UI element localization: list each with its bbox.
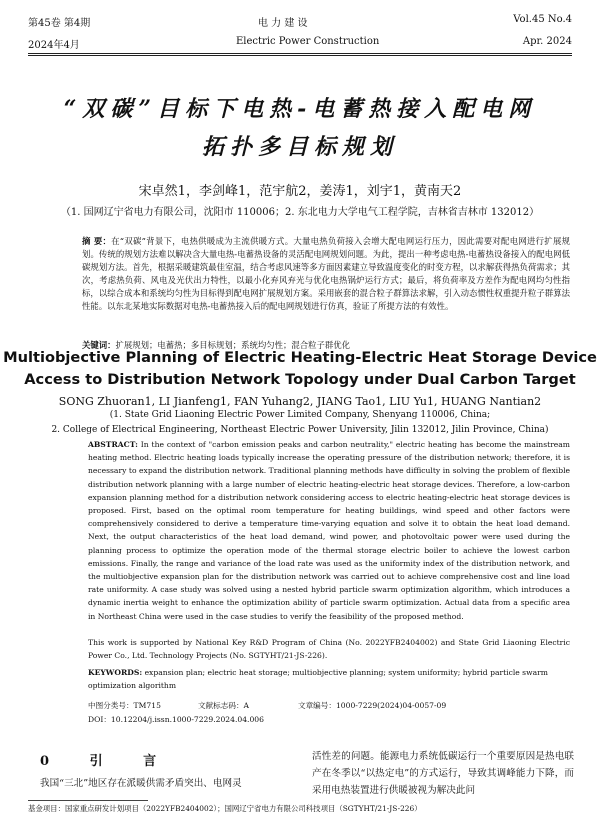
body-text-right: 活性差的问题。能源电力系统低碳运行一个重要原因是热电联产在冬季以“以热定电”的方式运行，导致其调峰能力下降，而采用电热装置进行供暖被视为解决此问: [312, 751, 574, 796]
abstract-zh-label: 摘 要：: [82, 236, 112, 246]
title-en-line1: Multiobjective Planning of Electric Heating-Electric Heat Storage Device: [3, 349, 597, 366]
title-zh-line2: 拓扑多目标规划: [201, 134, 398, 160]
body-text-left: 我国“三北”地区存在派暖供需矛盾突出、电网灵: [40, 778, 242, 789]
keywords-zh-label: 关键词：: [82, 340, 116, 350]
section-heading-intro: 0 引 言: [40, 754, 175, 769]
abstract-zh: [82, 235, 570, 312]
abstract-zh-text: 在“双碳”背景下，电热供暖成为主流供暖方式。大量电热负荷接入会增大配电网运行压力，因此需要对配电网进行扩展规划。传统的规划方法难以解决含大量电热-电蓄热设备的灵活配电网规划问题。为此，提出一种考虑电热-电蓄热设备接入的配电网低碳规划方法。首先，根据采暖建筑最佳室温，结合考虑风速等多方面因素建立导致温度变化的时变方程，以求解获得热负荷需求；其次，考虑热负荷、风电及光伏出力特性，以最小化弃风弃光与优化电热锅炉运行方式；最后，将负荷率及方差作为配电网均匀性指标，以综合成本和系统均匀性为目标得到配电网扩展规划方案。采用嵌套的混合粒子群算法求解，引入动态惯性权重提升粒子群算法性能。以东北某地实际数据对电热-电蓄热接入后的配电网规划进行仿真，验证了所提方法的有效性。: [82, 236, 570, 311]
article-number: 文章编号：1000-7229(2024)04-0057-09: [298, 701, 447, 710]
abstract-en: [88, 438, 570, 623]
journal-name-en: Electric Power Construction: [236, 36, 380, 47]
affiliation-en-line2: 2. College of Electrical Engineering, Northeast Electric Power University, Jilin 132012, Jilin Province, China): [51, 425, 549, 435]
document-code: 文献标志码：A: [198, 701, 250, 710]
affiliation-zh: （1. 国网辽宁省电力有限公司，沈阳市 110006；2. 东北电力大学电气工程学院，吉林省吉林市 132012）: [60, 207, 540, 218]
keywords-en-label: KEYWORDS:: [88, 668, 143, 677]
affiliation-en-line1: (1. State Grid Liaoning Electric Power Limited Company, Shenyang 110006, China;: [109, 410, 491, 420]
authors-zh: 宋卓然1，李剑峰1，范宇航2，姜涛1，刘宇1，黄南天2: [138, 184, 462, 199]
keywords-zh-text: 扩展规划；电蓄热；多目标规划；系统均匀性；混合粒子群优化: [115, 340, 350, 350]
date-en: Apr. 2024: [522, 36, 572, 47]
title-en-line2: Access to Distribution Network Topology under Dual Carbon Target: [24, 371, 576, 388]
clc-number: 中图分类号：TM715: [88, 701, 161, 710]
abstract-en-text: In the context of "carbon emission peaks and carbon neutrality," electric heating has become the mainstream heating method. Electric heating loads typically increase the operating pressure of the distribution network; therefore, it is necessary to expand the distribution network. Traditional planning methods have difficulty in solving the problem of flexible distribution network planning with a large number of electric heating-electric heat storage devices. Therefore, a low-carbon expansion planning method for a distribution network considering access to electric heating-electric heat storage devices is proposed. First, based on the optimal room temperature for heating buildings, wind speed and other factors were comprehensively considered to derive a temperature time-varying equation and solve it to obtain the heat load demand. Next, the output characteristics of the heat load demand, wind power, and photovoltaic power were used during the planning process to optimize the operation mode of the thermal storage electric boiler to achieve the lowest carbon emissions. Finally, the range and variance of the load rate was used as the uniformity index of the distribution network, and the multiobjective expansion plan for the distribution network was carried out to achieve comprehensive cost and line load rate uniformity. A case study was solved using a nested hybrid particle swarm optimization algorithm, which introduces a dynamic inertia weight to enhance the optimization ability of particle swarm optimization. Actual data from a specific area in Northeast China were used in the case studies to verify the feasibility of the proposed method.: [88, 440, 570, 621]
footnote-rule: [28, 800, 148, 801]
journal-name-zh: 电 力 建 设: [258, 18, 308, 29]
keywords-en-text: expansion plan; electric heat storage; multiobjective planning; system uniformity; hybrid particle swarm optimization algorithm: [88, 668, 548, 690]
keywords-en: [88, 666, 570, 692]
funding-en: This work is supported by National Key R&D Program of China (No. 2022YFB2404002) and State Grid Liaoning Electric Power Co., Ltd. Technology Projects (No. SGTYHT/21-JS-226).: [88, 638, 570, 660]
date-zh: 2024年4月: [28, 40, 80, 51]
title-zh-line1: “双碳”目标下电热-电蓄热接入配电网: [63, 96, 537, 122]
authors-en: SONG Zhuoran1, LI Jianfeng1, FAN Yuhang2, JIANG Tao1, LIU Yu1, HUANG Nantian2: [58, 395, 542, 408]
volume-zh: 第45卷 第4期: [28, 18, 91, 29]
abstract-en-label: ABSTRACT:: [88, 440, 138, 449]
header-rule: [28, 53, 572, 54]
volume-en: Vol.45 No.4: [513, 14, 572, 25]
doi: DOI：10.12204/j.issn.1000-7229.2024.04.006: [88, 715, 264, 724]
header-rule-2: [28, 55, 572, 56]
footnote-funding: 基金项目：国家重点研发计划项目（2022YFB2404002）；国网辽宁省电力有限公司科技项目（SGTYHT/21-JS-226）: [28, 804, 422, 813]
